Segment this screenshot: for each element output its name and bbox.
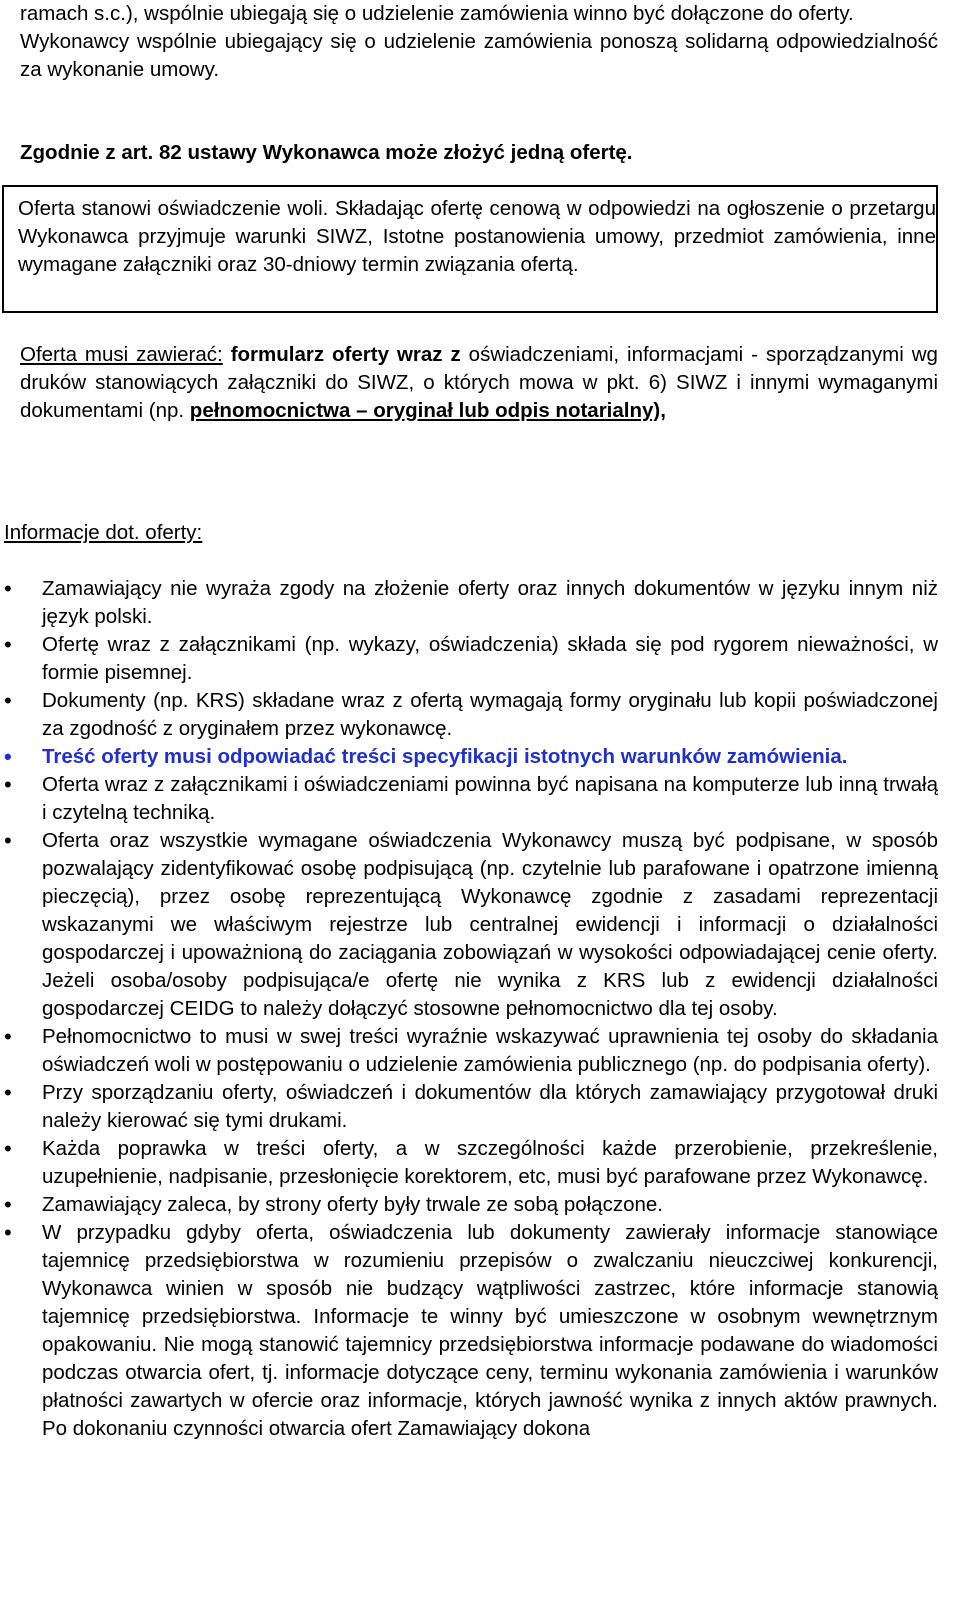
list-item: • W przypadku gdyby oferta, oświadczenia lub dokumenty zawierały informacje stanowiące tajemnicę przedsiębiorstwa w rozumieniu przepisów o zwalczaniu nieuczciwej konkurencji, Wykonawca winien w sposób nie budzący wątpliwości zastrzec, które informacje stanowią tajemnicę przedsiębiorstwa. Informacje te winny być umieszczone w osobnym wewnętrznym opakowaniu. Nie mogą stanowić tajemnicy przedsiębiorstwa informacje podawane do wiadomości podczas otwarcia ofert, tj. informacje dotyczące ceny, terminu wykonania zamówienia i warunków płatności zawartych w ofercie oraz informacje, których jawność wynika z innych aktów prawnych. Po dokonaniu czynności otwarcia ofert Zamawiający dokona (0, 1219, 938, 1443)
intro-line-1: ramach s.c.), wspólnie ubiegają się o udzielenie zamówienia winno być dołączone do oferty. (20, 2, 854, 25)
list-item: • Dokumenty (np. KRS) składane wraz z ofertą wymagają formy oryginału lub kopii poświadczonej za zgodność z oryginałem przez wykonawcę. (0, 687, 938, 743)
info-heading: Informacje dot. oferty: (4, 521, 203, 544)
list-item: • Pełnomocnictwo to musi w swej treści wyraźnie wskazywać uprawnienia tej osoby do składania oświadczeń woli w postępowaniu o udzielenie zamówienia publicznego (np. do podpisania oferty). (0, 1023, 938, 1079)
list-item: • Oferta wraz z załącznikami i oświadczeniami powinna być napisana na komputerze lub inną trwałą i czytelną techniką. (0, 771, 938, 827)
list-item-highlighted: • Treść oferty musi odpowiadać treści specyfikacji istotnych warunków zamówienia. (0, 743, 938, 771)
offer-contents-rest: oświadczeniami, informacjami - sporządzanymi wg druków stanowiących załączniki do SIWZ, o których mowa w pkt. 6) SIWZ i innymi wymaganymi dokumentami (np. (20, 343, 938, 422)
list-item: • Zamawiający nie wyraża zgody na złożenie oferty oraz innych dokumentów w języku innym niż język polski. (0, 575, 938, 631)
intro-paragraph (20, 0, 938, 84)
list-item: • Zamawiający zaleca, by strony oferty były trwale ze sobą połączone. (0, 1191, 938, 1219)
offer-contents-emphasis: pełnomocnictwa – oryginał lub odpis notarialny), (189, 399, 666, 422)
art82-statement: Zgodnie z art. 82 ustawy Wykonawca może złożyć jedną ofertę. (20, 141, 633, 164)
offer-contents-bold: formularz oferty wraz z (230, 343, 461, 366)
offer-definition-text: Oferta stanowi oświadczenie woli. Składając ofertę cenową w odpowiedzi na ogłoszenie o przetargu Wykonawca przyjmuje warunki SIWZ, Istotne postanowienia umowy, przedmiot zamówienia, inne wymagane załączniki oraz 30-dniowy termin związania ofertą. (18, 197, 936, 276)
offer-info-list (0, 575, 938, 1443)
list-item: • Oferta oraz wszystkie wymagane oświadczenia Wykonawcy muszą być podpisane, w sposób pozwalający zidentyfikować osobę podpisującą (np. czytelnie lub parafowane i opatrzone imienną pieczęcią), przez osobę reprezentującą Wykonawcę zgodnie z zasadami reprezentacji wskazanymi we właściwym rejestrze lub centralnej ewidencji i informacji o działalności gospodarczej i upoważnioną do zaciągania zobowiązań w wysokości odpowiadającej cenie oferty. Jeżeli osoba/osoby podpisująca/e ofertę nie wynika z KRS lub z ewidencji działalności gospodarczej CEIDG to należy dołączyć stosowne pełnomocnictwo dla tej osoby. (0, 827, 938, 1023)
intro-line-2: Wykonawcy wspólnie ubiegający się o udzielenie zamówienia ponoszą solidarną odpowiedzialność za wykonanie umowy. (20, 30, 938, 81)
list-item: • Przy sporządzaniu oferty, oświadczeń i dokumentów dla których zamawiający przygotował druki należy kierować się tymi drukami. (0, 1079, 938, 1135)
list-item: • Każda poprawka w treści oferty, a w szczególności każde przerobienie, przekreślenie, uzupełnienie, nadpisanie, przesłonięcie korektorem, etc, musi być parafowane przez Wykonawcę. (0, 1135, 938, 1191)
offer-contents-label: Oferta musi zawierać: (20, 343, 223, 366)
list-item: • Ofertę wraz z załącznikami (np. wykazy, oświadczenia) składa się pod rygorem nieważności, w formie pisemnej. (0, 631, 938, 687)
offer-contents-paragraph (20, 341, 938, 425)
